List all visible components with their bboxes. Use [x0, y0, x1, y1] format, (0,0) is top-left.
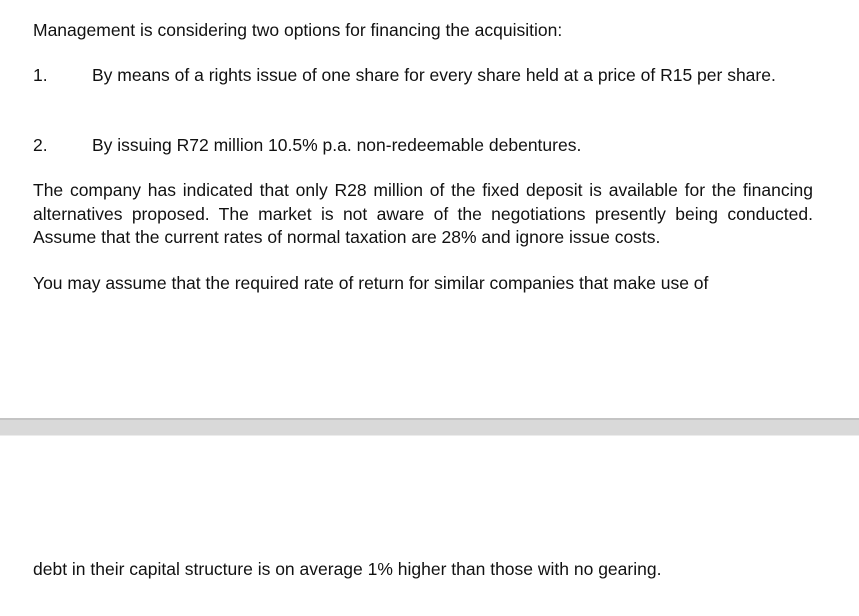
- option-number: 1.: [33, 65, 48, 85]
- financing-options-intro: Management is considering two options for financing the acquisition:: [33, 20, 563, 40]
- required-return-sentence-end: debt in their capital structure is on average 1% higher than those with no gearing.: [33, 559, 662, 579]
- option-text: By issuing R72 million 10.5% p.a. non-redeemable debentures.: [92, 135, 582, 155]
- option-text: By means of a rights issue of one share for every share held at a price of R15 per share.: [92, 65, 776, 85]
- option-debentures: [33, 134, 813, 158]
- option-rights-issue: [33, 64, 813, 114]
- document-page-bottom: [0, 436, 859, 616]
- option-number: 2.: [33, 135, 48, 155]
- page-break-gap: [0, 418, 859, 436]
- required-return-sentence-start: You may assume that the required rate of return for similar companies that make use of: [33, 273, 709, 293]
- company-financing-paragraph: The company has indicated that only R28 million of the fixed deposit is available for the financing alternatives proposed. The market is not aware of the negotiations presently being conducted. Assume that the current rates of normal taxation are 28% and ignore issue costs.: [33, 180, 813, 247]
